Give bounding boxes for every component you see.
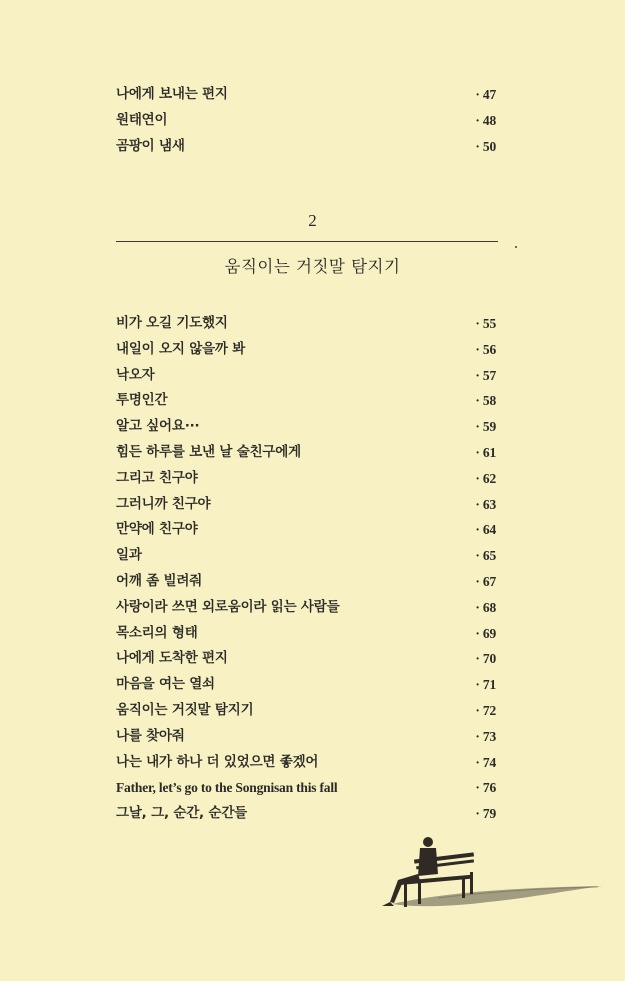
entry-page: · 62: [475, 470, 496, 486]
toc-entry[interactable]: [116, 134, 500, 160]
entry-title: 그리고 친구야: [116, 469, 198, 486]
toc-entry[interactable]: [116, 108, 500, 134]
entry-title: 원태연이: [116, 111, 168, 128]
entry-title: 알고 싶어요···: [116, 418, 200, 435]
entry-title: 곰팡이 냄새: [116, 137, 185, 154]
entry-title: 나는 내가 하나 더 있었으면 좋겠어: [116, 753, 319, 770]
entry-title: 사랑이라 쓰면 외로움이라 읽는 사람들: [116, 598, 340, 615]
entry-title: 만약에 친구야: [116, 521, 198, 538]
toc-entry[interactable]: [116, 698, 500, 724]
entry-title: 비가 오길 기도했지: [116, 315, 228, 331]
toc-entry[interactable]: [116, 801, 500, 827]
entry-page: · 55: [475, 316, 496, 331]
entry-page: · 56: [475, 341, 496, 357]
entry-title: Father, let’s go to the Songnisan this fall: [116, 780, 338, 796]
toc-entry[interactable]: [116, 595, 500, 621]
toc-entry[interactable]: [116, 543, 500, 569]
paper-speck: [515, 246, 517, 248]
toc-entry[interactable]: [116, 466, 500, 492]
entry-title: 나를 찾아줘: [116, 727, 185, 744]
entry-title: 그날, 그, 순간, 순간들: [116, 805, 248, 822]
entry-title: 나에게 보내는 편지: [116, 86, 228, 102]
toc-entry[interactable]: [116, 775, 500, 801]
entry-title: 그러니까 친구야: [116, 495, 211, 512]
toc-entry[interactable]: [116, 363, 500, 389]
toc-entry[interactable]: [116, 311, 500, 337]
entry-page: · 70: [475, 651, 496, 667]
entry-title: 어깨 좀 빌려줘: [116, 572, 203, 589]
entry-page: · 79: [475, 806, 496, 822]
entry-title: 움직이는 거짓말 탐지기: [116, 701, 254, 718]
entry-page: · 71: [475, 677, 496, 693]
toc-entry[interactable]: [116, 82, 500, 108]
toc-entry[interactable]: [116, 672, 500, 698]
toc-entry[interactable]: [116, 724, 500, 750]
toc-entry[interactable]: [116, 440, 500, 466]
toc-entry[interactable]: [116, 492, 500, 518]
toc-list-main: [116, 311, 500, 827]
entry-page: · 74: [475, 754, 496, 770]
entry-page: · 72: [475, 702, 496, 718]
part-divider: [116, 241, 498, 242]
toc-list-top: [116, 82, 500, 159]
entry-title: 일과: [116, 547, 142, 564]
entry-title: 나에게 도착한 편지: [116, 650, 228, 667]
part-number: 2: [308, 211, 317, 230]
bench-person-illustration: [378, 832, 604, 914]
entry-page: · 67: [475, 573, 496, 589]
toc-entry[interactable]: [116, 388, 500, 414]
entry-title: 목소리의 형태: [116, 624, 198, 641]
entry-page: · 57: [475, 367, 496, 383]
toc-entry[interactable]: [116, 750, 500, 776]
toc-entry[interactable]: [116, 337, 500, 363]
entry-page: · 59: [475, 419, 496, 435]
entry-page: · 68: [475, 599, 496, 615]
entry-title: 내일이 오지 않을까 봐: [116, 340, 246, 357]
entry-page: · 48: [475, 112, 496, 128]
entry-page: · 63: [475, 496, 496, 512]
entry-title: 힘든 하루를 보낸 날 술친구에게: [116, 443, 301, 460]
toc-entry[interactable]: [116, 517, 500, 543]
toc-entry[interactable]: [116, 569, 500, 595]
entry-page: · 76: [475, 780, 496, 796]
entry-title: 낙오자: [116, 366, 155, 383]
entry-page: · 61: [475, 444, 496, 460]
entry-title: 투명인간: [116, 392, 168, 409]
toc-entry[interactable]: [116, 414, 500, 440]
toc-entry[interactable]: [116, 621, 500, 647]
toc-entry[interactable]: [116, 646, 500, 672]
entry-page: · 65: [475, 548, 496, 564]
entry-page: · 73: [475, 728, 496, 744]
entry-page: · 69: [475, 625, 496, 641]
part-title: 움직이는 거짓말 탐지기: [224, 257, 401, 276]
entry-page: · 64: [475, 522, 496, 538]
entry-title: 마음을 여는 열쇠: [116, 676, 215, 693]
entry-page: · 47: [475, 87, 496, 102]
entry-page: · 50: [475, 138, 496, 154]
entry-page: · 58: [475, 393, 496, 409]
